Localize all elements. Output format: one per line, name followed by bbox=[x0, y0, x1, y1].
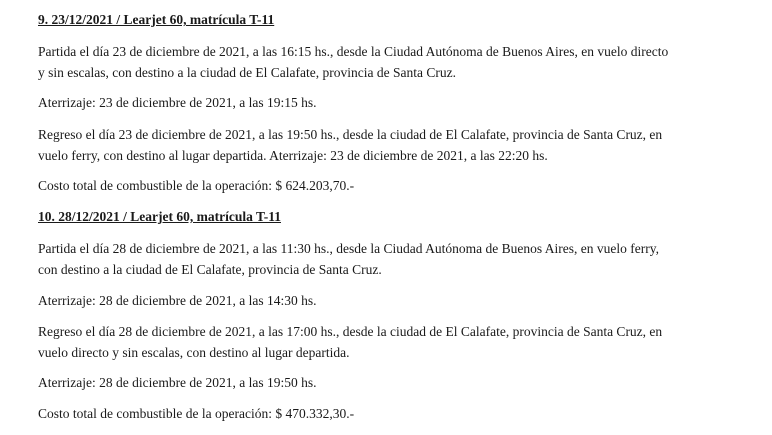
paragraph-line: con destino a la ciudad de El Calafate, provincia de Santa Cruz. bbox=[38, 262, 382, 277]
paragraph-line: Partida el día 23 de diciembre de 2021, a las 16:15 hs., desde la Ciudad Autónoma de Buenos Aires, en vuelo directo bbox=[38, 44, 669, 59]
landing-paragraph: Aterrizaje: 28 de diciembre de 2021, a las 14:30 hs. bbox=[38, 293, 317, 308]
landing-paragraph: Aterrizaje: 28 de diciembre de 2021, a las 19:50 hs. bbox=[38, 375, 317, 390]
return-paragraph bbox=[38, 124, 662, 166]
paragraph-line: Regreso el día 23 de diciembre de 2021, a las 19:50 hs., desde la ciudad de El Calafate, provincia de Santa Cruz, en bbox=[38, 127, 663, 142]
entry-heading: 10. 28/12/2021 / Learjet 60, matrícula T-11 bbox=[38, 209, 281, 224]
cost-paragraph: Costo total de combustible de la operación: $ 470.332,30.- bbox=[38, 406, 355, 421]
entry-heading: 9. 23/12/2021 / Learjet 60, matrícula T-11 bbox=[38, 12, 275, 27]
departure-paragraph bbox=[38, 238, 659, 280]
paragraph-line: y sin escalas, con destino a la ciudad de El Calafate, provincia de Santa Cruz. bbox=[38, 65, 456, 80]
paragraph-line: Regreso el día 28 de diciembre de 2021, a las 17:00 hs., desde la ciudad de El Calafate, provincia de Santa Cruz, en bbox=[38, 324, 663, 339]
paragraph-line: vuelo ferry, con destino al lugar departida. Aterrizaje: 23 de diciembre de 2021, a las 22:20 hs. bbox=[38, 148, 548, 163]
cost-paragraph: Costo total de combustible de la operación: $ 624.203,70.- bbox=[38, 178, 355, 193]
paragraph-line: Partida el día 28 de diciembre de 2021, a las 11:30 hs., desde la Ciudad Autónoma de Buenos Aires, en vuelo ferry, bbox=[38, 241, 659, 256]
return-paragraph bbox=[38, 321, 662, 363]
paragraph-line: vuelo directo y sin escalas, con destino al lugar departida. bbox=[38, 345, 350, 360]
departure-paragraph bbox=[38, 41, 668, 83]
landing-paragraph: Aterrizaje: 23 de diciembre de 2021, a las 19:15 hs. bbox=[38, 95, 317, 110]
